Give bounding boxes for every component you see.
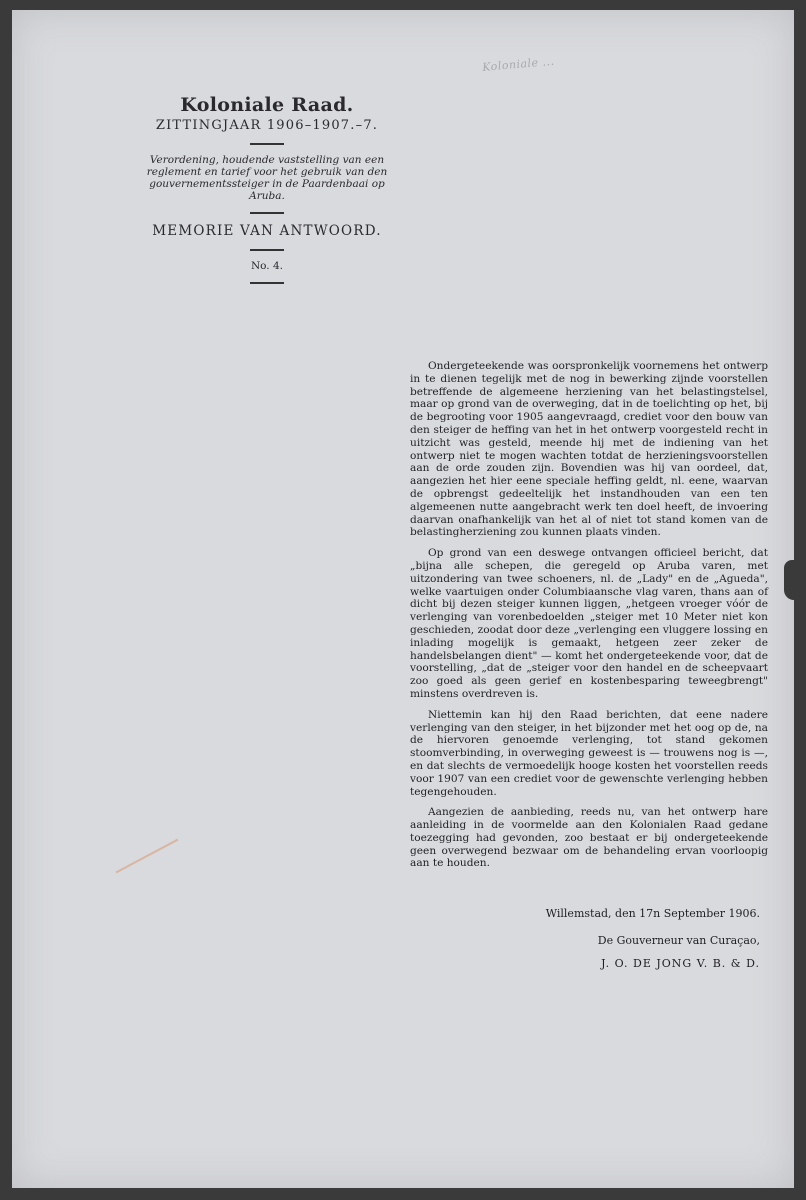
- ordinance-description: Verordening, houdende vaststelling van een reglement en tarief voor het gebruik van den gouvernementssteiger in de Paardenbaai op Aruba.: [146, 154, 388, 202]
- handwritten-annotation: Koloniale ...: [481, 54, 555, 74]
- divider: [250, 282, 284, 284]
- paragraph: Op grond van een deswege ontvangen officieel bericht, dat „bijna alle schepen, die geregeld op Aruba varen, met uitzondering van twee schoeners, nl. de „Lady" en de „Agueda", welke vaartuigen onder Columbiaansche vlag varen, thans aan of dicht bij dezen steiger kunnen liggen, „hetgeen vroeger vóór de verlenging van vorenbedoelden „steiger met 10 Meter niet kon geschieden, zoodat door deze „verlenging een vluggere lossing en inlading mogelijk is gemaakt, hetgeen zeer zeker de handelsbelangen dient" — komt het ondergeteekende voor, dat de voorstelling, „dat de „steiger voor den handel en de scheepvaart zoo goed als geen gerief en kostenbesparing teweegbrengt" minstens overdreven is.: [410, 547, 768, 700]
- council-title: Koloniale Raad.: [180, 94, 354, 116]
- memo-body: [410, 360, 768, 878]
- session-year: ZITTINGJAAR 1906–1907.–7.: [155, 118, 379, 133]
- ink-smudge: [116, 839, 179, 874]
- signatory-role: De Gouverneur van Curaçao,: [597, 934, 760, 947]
- paragraph: Ondergeteekende was oorspronkelijk voornemens het ontwerp in te dienen tegelijk met de nog in bewerking zijnde voorstellen betreffende de algemeene herziening van het belastingstelsel, maar op grond van de overweging, dat in de toelichting op het, bij de begrooting voor 1905 aangevraagd, crediet voor den bouw van den steiger de heffing van het in het ontwerp voorgesteld recht in uitzicht was gesteld, meende hij met de indiening van het ontwerp niet te mogen wachten totdat de herzieningsvoorstellen aan de orde zouden zijn. Bovendien was hij van oordeel, dat, aangezien het hier eene speciale heffing geldt, nl. eene, waarvan de opbrengst gedeeltelijk het instandhouden van een ten algemeenen nutte aangebracht werk ten doel heeft, de invoering daarvan onafhankelijk van het al of niet tot stand komen van de belastingherziening zou kunnen plaats vinden.: [410, 360, 768, 539]
- paragraph: Aangezien de aanbieding, reeds nu, van het ontwerp hare aanleiding in de voormelde aan den Kolonialen Raad gedane toezegging had gevonden, zoo bestaat er bij ondergeteekende geen overwegend bezwaar om de behandeling ervan voorloopig aan te houden.: [410, 806, 768, 870]
- divider: [250, 212, 284, 214]
- document-page: [12, 10, 794, 1188]
- divider: [250, 143, 284, 145]
- page-tear: [784, 560, 798, 600]
- memo-title: MEMORIE VAN ANTWOORD.: [152, 223, 382, 239]
- document-number: No. 4.: [250, 260, 284, 272]
- place-date: Willemstad, den 17n September 1906.: [545, 907, 760, 920]
- document-header: [122, 90, 412, 293]
- signature-name: J. O. DE JONG V. B. & D.: [601, 957, 760, 970]
- paragraph: Niettemin kan hij den Raad berichten, dat eene nadere verlenging van den steiger, in het bijzonder met het oog op de, na de hiervoren genoemde verlenging, tot stand gekomen stoomverbinding, in overweging geweest is — trouwens nog is —, en dat slechts de vermoedelijk hooge kosten het voorstellen reeds voor 1907 van een crediet voor de gewenschte verlenging hebben tegengehouden.: [410, 708, 768, 798]
- divider: [250, 249, 284, 251]
